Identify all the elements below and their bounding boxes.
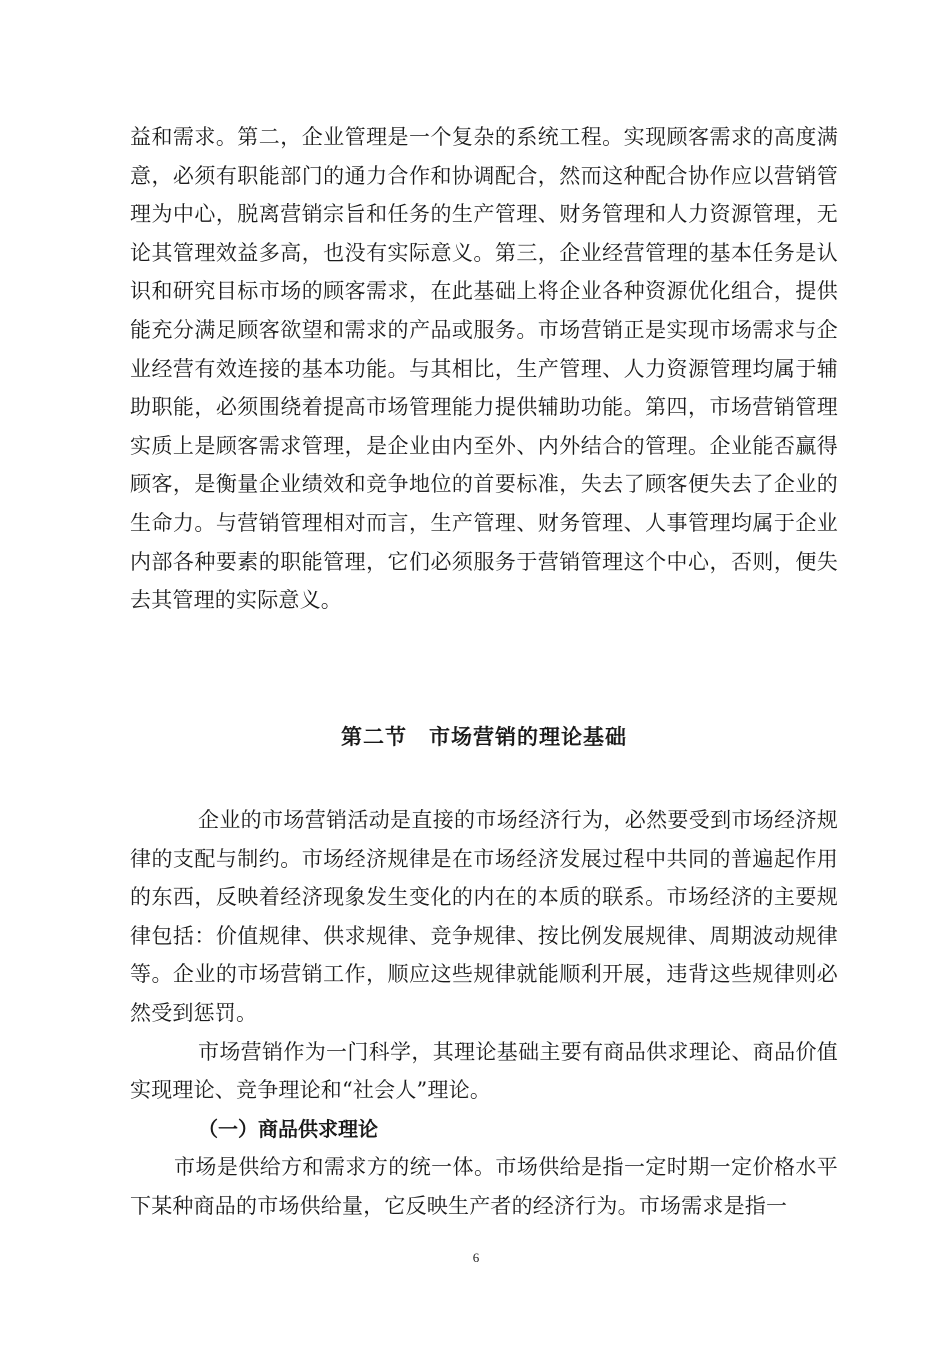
page-number: 6 xyxy=(472,1250,480,1265)
section-body xyxy=(130,801,838,1226)
document-page xyxy=(130,118,838,1218)
subheading-commodity-supply-demand: （一）商品供求理论 xyxy=(198,1116,378,1141)
continued-paragraph: 益和需求。第二，企业管理是一个复杂的系统工程。实现顾客需求的高度满意，必须有职能部门的通力合作和协调配合，然而这种配合协作应以营销管理为中心，脱离营销宗旨和任务的生产管理、财务管理和人力资源管理，无论其管理效益多高，也没有实际意义。第三，企业经营管理的基本任务是认识和研究目标市场的顾客需求，在此基础上将企业各种资源优化组合，提供能充分满足顾客欲望和需求的产品或服务。市场营销正是实现市场需求与企业经营有效连接的基本功能。与其相比，生产管理、人力资源管理均属于辅助职能，必须围绕着提高市场管理能力提供辅助功能。第四，市场营销管理实质上是顾客需求管理，是企业由内至外、内外结合的管理。企业能否赢得顾客，是衡量企业绩效和竞争地位的首要标准，失去了顾客便失去了企业的生命力。与营销管理相对而言，生产管理、财务管理、人事管理均属于企业内部各种要素的职能管理，它们必须服务于营销管理这个中心，否则，便失去其管理的实际意义。 xyxy=(130,125,838,613)
body-paragraph-1: 企业的市场营销活动是直接的市场经济行为，必然要受到市场经济规律的支配与制约。市场经济规律是在市场经济发展过程中共同的普遍起作用的东西，反映着经济现象发生变化的内在的本质的联系。市场经济的主要规律包括：价值规律、供求规律、竞争规律、按比例发展规律、周期波动规律等。企业的市场营销工作，顺应这些规律就能顺利开展，违背这些规律则必然受到惩罚。 xyxy=(130,808,838,1025)
body-paragraph-2: 市场营销作为一门科学，其理论基础主要有商品供求理论、商品价值实现理论、竞争理论和“社会人”理论。 xyxy=(130,1039,838,1103)
section-title: 第二节 市场营销的理论基础 xyxy=(341,725,627,749)
body-paragraph-3: 市场是供给方和需求方的统一体。市场供给是指一定时期一定价格水平下某种商品的市场供给量，它反映生产者的经济行为。市场需求是指一 xyxy=(130,1155,838,1218)
